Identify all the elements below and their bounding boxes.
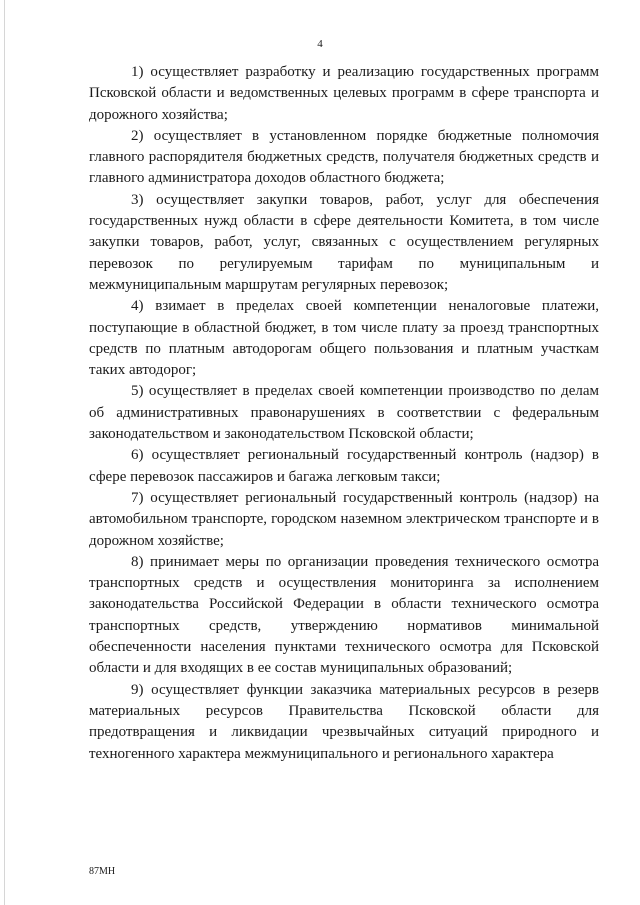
- scan-edge-mark: [4, 0, 5, 905]
- paragraph-5: 5) осуществляет в пределах своей компетенции производство по делам об административных правонарушениях в соответствии с федеральным законодательством и законодательством Псковской области;: [89, 383, 599, 443]
- paragraph-1: 1) осуществляет разработку и реализацию государственных программ Псковской области и ведомственных целевых программ в сфере транспорта и дорожного хозяйства;: [89, 64, 599, 123]
- paragraph-2: 2) осуществляет в установленном порядке бюджетные полномочия главного распорядителя бюджетных средств, получателя бюджетных средств и главного администратора доходов областного бюджета;: [89, 127, 599, 187]
- page-number: 4: [317, 38, 323, 50]
- paragraph-4: 4) взимает в пределах своей компетенции неналоговые платежи, поступающие в областной бюджет, в том числе плату за проезд транспортных средств по платным автодорогам общего пользования и платным участкам таких автодорог;: [89, 298, 599, 379]
- paragraph-8: 8) принимает меры по организации проведения технического осмотра транспортных средств и осуществления мониторинга за исполнением законодательства Российской Федерации в области технического осмотра транспортных средств, утверждению нормативов минимальной обеспеченности населения пунктами технического осмотра для Псковской области и для входящих в ее состав муниципальных образований;: [89, 553, 599, 677]
- paragraph-6: 6) осуществляет региональный государственный контроль (надзор) в сфере перевозок пассажиров и багажа легковым такси;: [89, 447, 599, 485]
- paragraph-7: 7) осуществляет региональный государственный контроль (надзор) на автомобильном транспорте, городском наземном электрическом транспорте и в дорожном хозяйстве;: [89, 489, 599, 549]
- document-code: 87МН: [89, 866, 116, 877]
- document-body: [89, 62, 599, 765]
- paragraph-9: 9) осуществляет функции заказчика материальных ресурсов в резерв материальных ресурсов Правительства Псковской области для предотвращения и ликвидации чрезвычайных ситуаций природного и техногенного характера межмуниципального и регионального характера: [89, 681, 599, 762]
- paragraph-3: 3) осуществляет закупки товаров, работ, услуг для обеспечения государственных нужд области в сфере деятельности Комитета, в том числе закупки товаров, работ, услуг, связанных с осуществлением регулярных перевозок по регулируемым тарифам по муниципальным и межмуниципальным маршрутам регулярных перевозок;: [89, 191, 599, 293]
